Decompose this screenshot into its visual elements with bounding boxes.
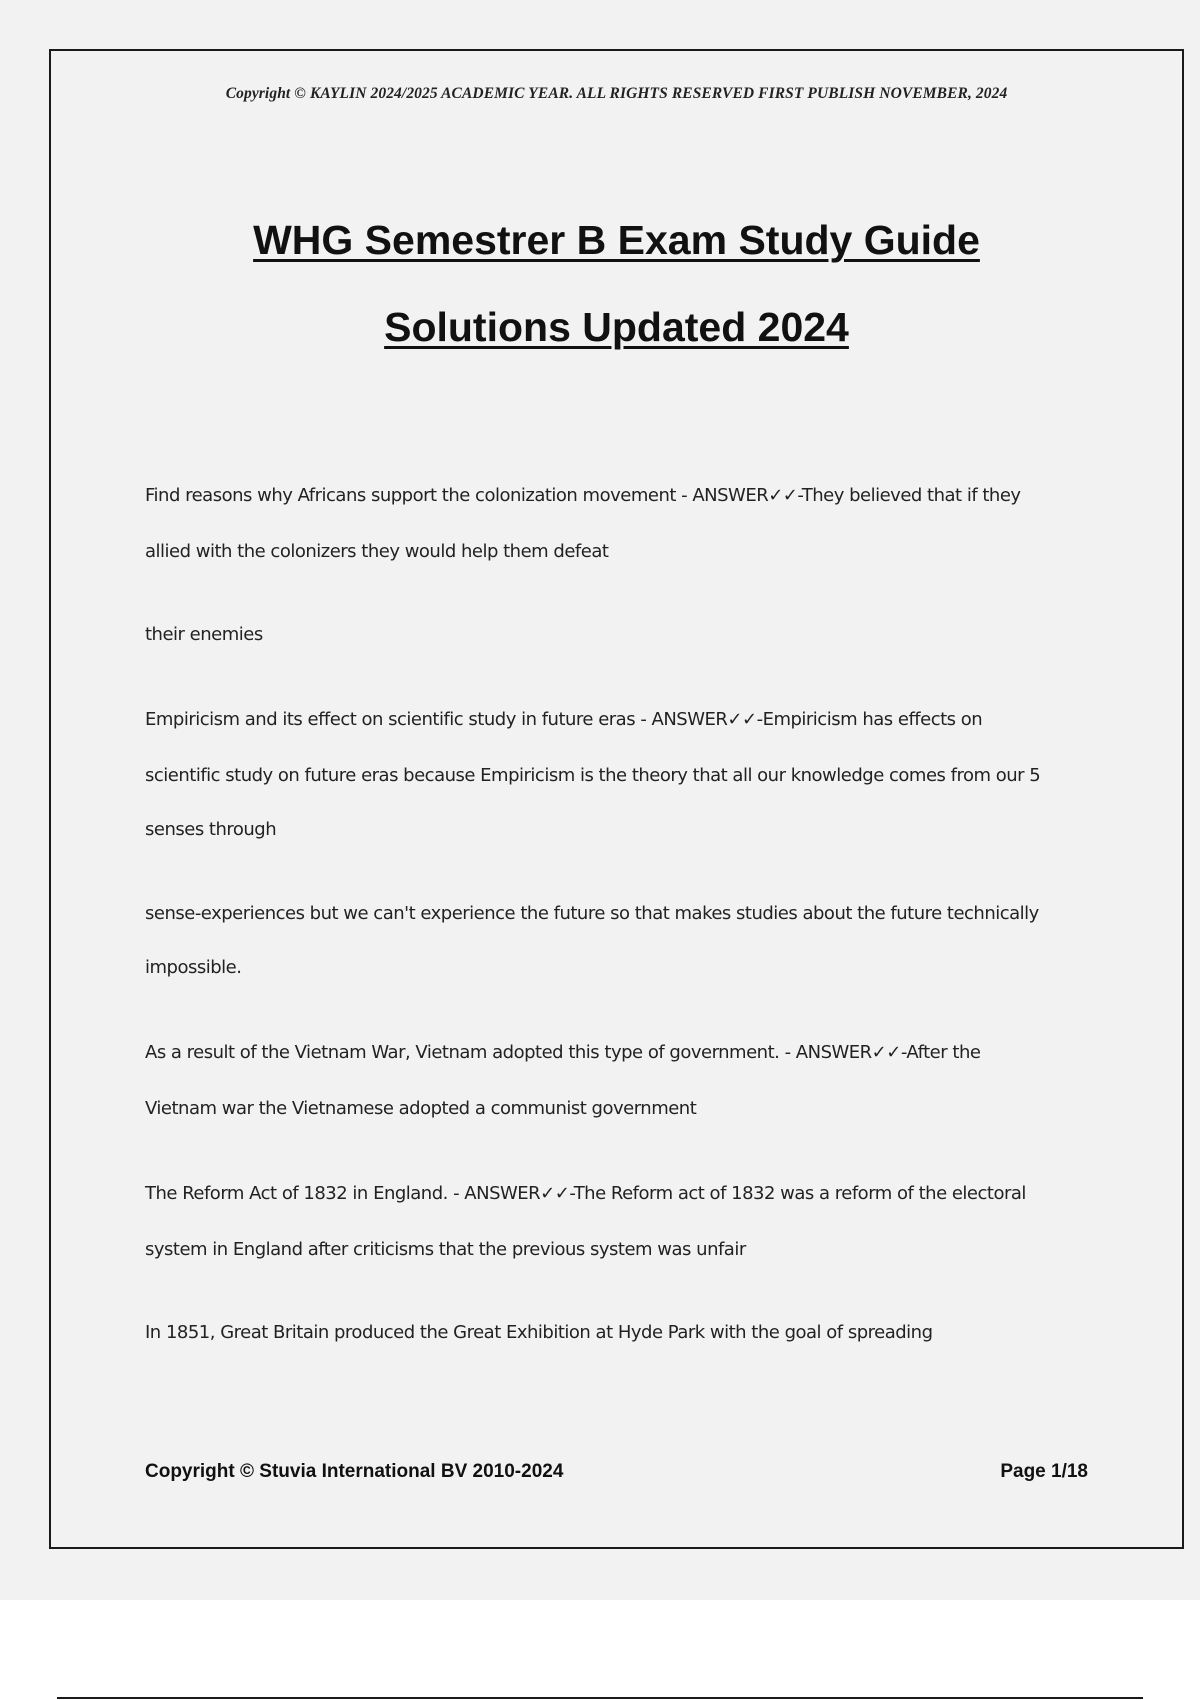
header-copyright: Copyright © KAYLIN 2024/2025 ACADEMIC YEAR. ALL RIGHTS RESERVED FIRST PUBLISH NOVEMBER, 2024 bbox=[225, 85, 1008, 102]
body-line: Vietnam war the Vietnamese adopted a communist government bbox=[145, 1098, 697, 1119]
body-line: Find reasons why Africans support the colonization movement - ANSWER✓✓-They believed that if they bbox=[145, 485, 1021, 506]
next-page-top-rule bbox=[57, 1697, 1143, 1699]
body-line: In 1851, Great Britain produced the Great Exhibition at Hyde Park with the goal of spreading bbox=[145, 1322, 933, 1343]
body-line: their enemies bbox=[145, 624, 263, 645]
body-line: The Reform Act of 1832 in England. - ANSWER✓✓-The Reform act of 1832 was a reform of the electoral bbox=[145, 1183, 1026, 1204]
document-title-line-2: Solutions Updated 2024 bbox=[384, 304, 849, 350]
footer-copyright: Copyright © Stuvia International BV 2010-2024 bbox=[145, 1461, 564, 1482]
body-line: Empiricism and its effect on scientific study in future eras - ANSWER✓✓-Empiricism has effects on bbox=[145, 709, 983, 730]
body-line: system in England after criticisms that the previous system was unfair bbox=[145, 1239, 746, 1260]
body-line: scientific study on future eras because Empiricism is the theory that all our knowledge comes from our 5 bbox=[145, 765, 1041, 786]
body-line: allied with the colonizers they would help them defeat bbox=[145, 541, 609, 562]
body-line: impossible. bbox=[145, 957, 242, 978]
body-line: As a result of the Vietnam War, Vietnam adopted this type of government. - ANSWER✓✓-After the bbox=[145, 1042, 981, 1063]
page-number: Page 1/18 bbox=[1000, 1461, 1088, 1482]
body-line: sense-experiences but we can't experience the future so that makes studies about the future technically bbox=[145, 903, 1039, 924]
document-title-line-1: WHG Semestrer B Exam Study Guide bbox=[253, 217, 980, 263]
body-line: senses through bbox=[145, 819, 277, 840]
